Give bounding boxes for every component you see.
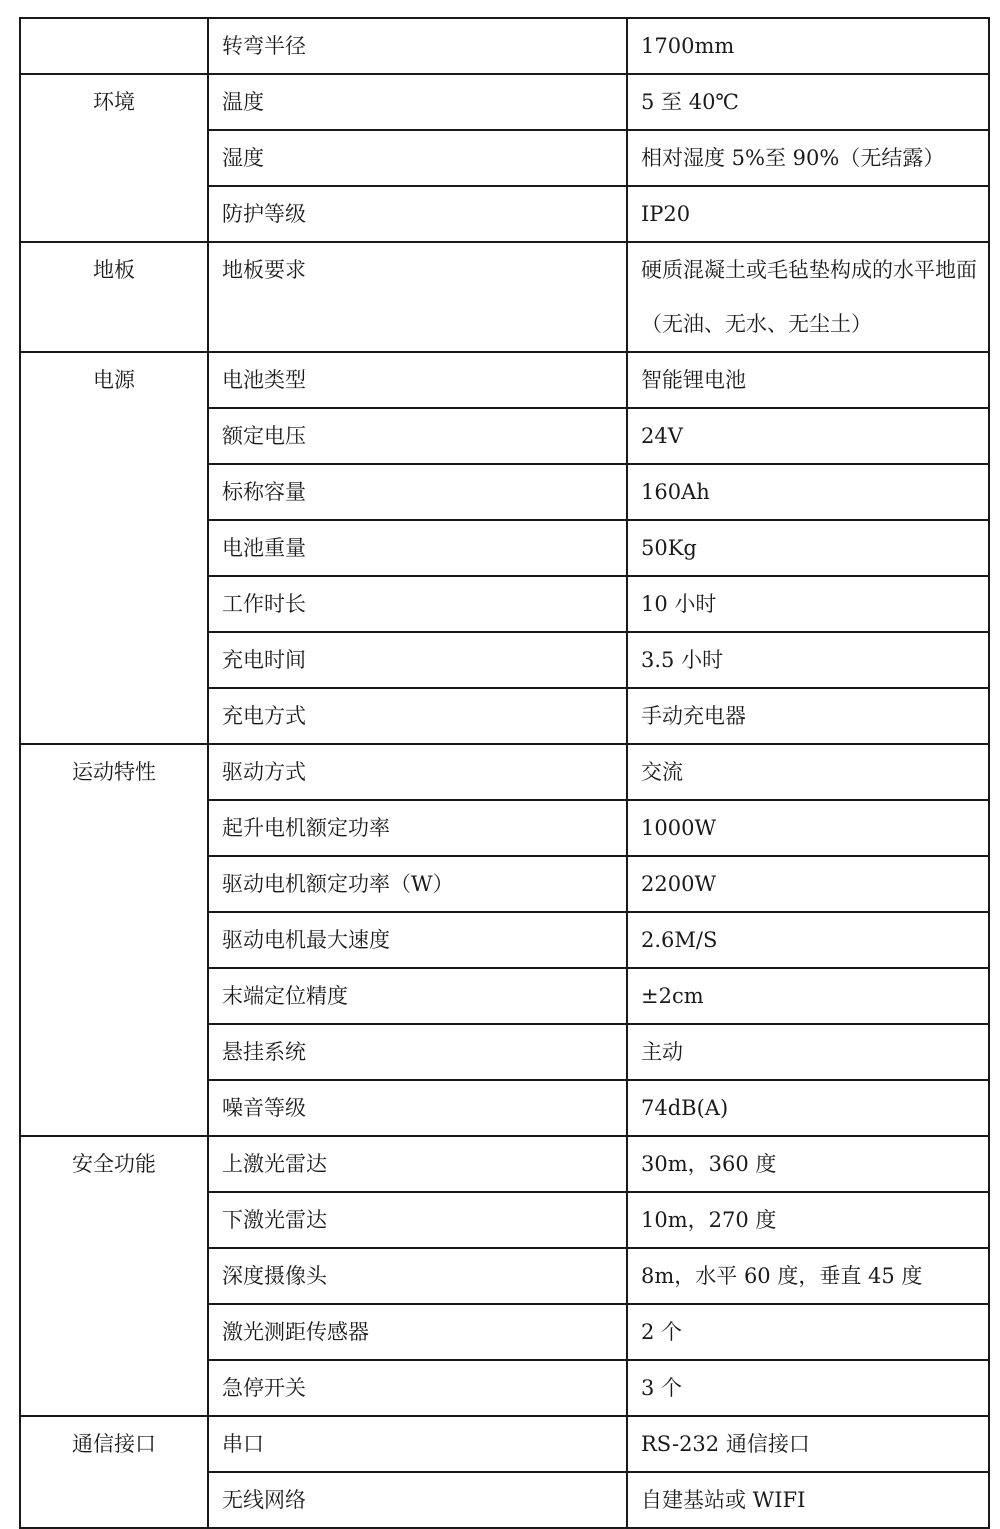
value-cell: 手动充电器 — [627, 688, 989, 744]
table-row — [20, 352, 989, 408]
table-row — [20, 242, 989, 352]
value-cell: 50Kg — [627, 520, 989, 576]
value-cell: 74dB(A) — [627, 1080, 989, 1136]
item-cell: 驱动电机额定功率（W） — [208, 856, 627, 912]
table-row — [20, 1416, 989, 1472]
item-cell: 深度摄像头 — [208, 1248, 627, 1304]
value-cell: 智能锂电池 — [627, 352, 989, 408]
category-cell-floor: 地板 — [20, 242, 208, 352]
table-row — [20, 1136, 989, 1192]
item-cell: 激光测距传感器 — [208, 1304, 627, 1360]
value-cell: 自建基站或 WIFI — [627, 1472, 989, 1528]
item-cell: 无线网络 — [208, 1472, 627, 1528]
item-cell: 上激光雷达 — [208, 1136, 627, 1192]
spec-table — [19, 17, 990, 1529]
item-cell: 标称容量 — [208, 464, 627, 520]
value-cell: 相对湿度 5%至 90%（无结露） — [627, 130, 989, 186]
value-cell: 1700mm — [627, 18, 989, 74]
value-cell: 1000W — [627, 800, 989, 856]
item-cell: 急停开关 — [208, 1360, 627, 1416]
value-cell: RS-232 通信接口 — [627, 1416, 989, 1472]
item-cell: 工作时长 — [208, 576, 627, 632]
value-cell: 交流 — [627, 744, 989, 800]
table-row — [20, 744, 989, 800]
value-cell: 8m，水平 60 度，垂直 45 度 — [627, 1248, 989, 1304]
item-cell: 电池重量 — [208, 520, 627, 576]
category-cell-safety: 安全功能 — [20, 1136, 208, 1416]
item-cell: 转弯半径 — [208, 18, 627, 74]
value-cell: 10m，270 度 — [627, 1192, 989, 1248]
value-cell: 2200W — [627, 856, 989, 912]
table-row — [20, 18, 989, 74]
item-cell: 下激光雷达 — [208, 1192, 627, 1248]
item-cell: 防护等级 — [208, 186, 627, 242]
item-cell: 噪音等级 — [208, 1080, 627, 1136]
value-cell: 24V — [627, 408, 989, 464]
item-cell: 温度 — [208, 74, 627, 130]
value-cell: IP20 — [627, 186, 989, 242]
category-cell-environment: 环境 — [20, 74, 208, 242]
category-cell-communication: 通信接口 — [20, 1416, 208, 1528]
item-cell: 电池类型 — [208, 352, 627, 408]
item-cell: 额定电压 — [208, 408, 627, 464]
value-cell: 3.5 小时 — [627, 632, 989, 688]
item-cell: 充电方式 — [208, 688, 627, 744]
value-cell: 160Ah — [627, 464, 989, 520]
item-cell: 起升电机额定功率 — [208, 800, 627, 856]
value-cell: 10 小时 — [627, 576, 989, 632]
item-cell: 驱动电机最大速度 — [208, 912, 627, 968]
value-cell: 3 个 — [627, 1360, 989, 1416]
item-cell: 充电时间 — [208, 632, 627, 688]
value-cell: 5 至 40℃ — [627, 74, 989, 130]
category-cell — [20, 18, 208, 74]
item-cell: 地板要求 — [208, 242, 627, 352]
value-cell: 2.6M/S — [627, 912, 989, 968]
item-cell: 湿度 — [208, 130, 627, 186]
item-cell: 末端定位精度 — [208, 968, 627, 1024]
item-cell: 悬挂系统 — [208, 1024, 627, 1080]
value-cell: 主动 — [627, 1024, 989, 1080]
item-cell: 串口 — [208, 1416, 627, 1472]
item-cell: 驱动方式 — [208, 744, 627, 800]
value-cell: 30m，360 度 — [627, 1136, 989, 1192]
table-row — [20, 74, 989, 130]
value-cell: 硬质混凝土或毛毡垫构成的水平地面（无油、无水、无尘土） — [627, 242, 989, 352]
category-cell-motion: 运动特性 — [20, 744, 208, 1136]
value-cell: 2 个 — [627, 1304, 989, 1360]
value-cell: ±2cm — [627, 968, 989, 1024]
category-cell-power: 电源 — [20, 352, 208, 744]
